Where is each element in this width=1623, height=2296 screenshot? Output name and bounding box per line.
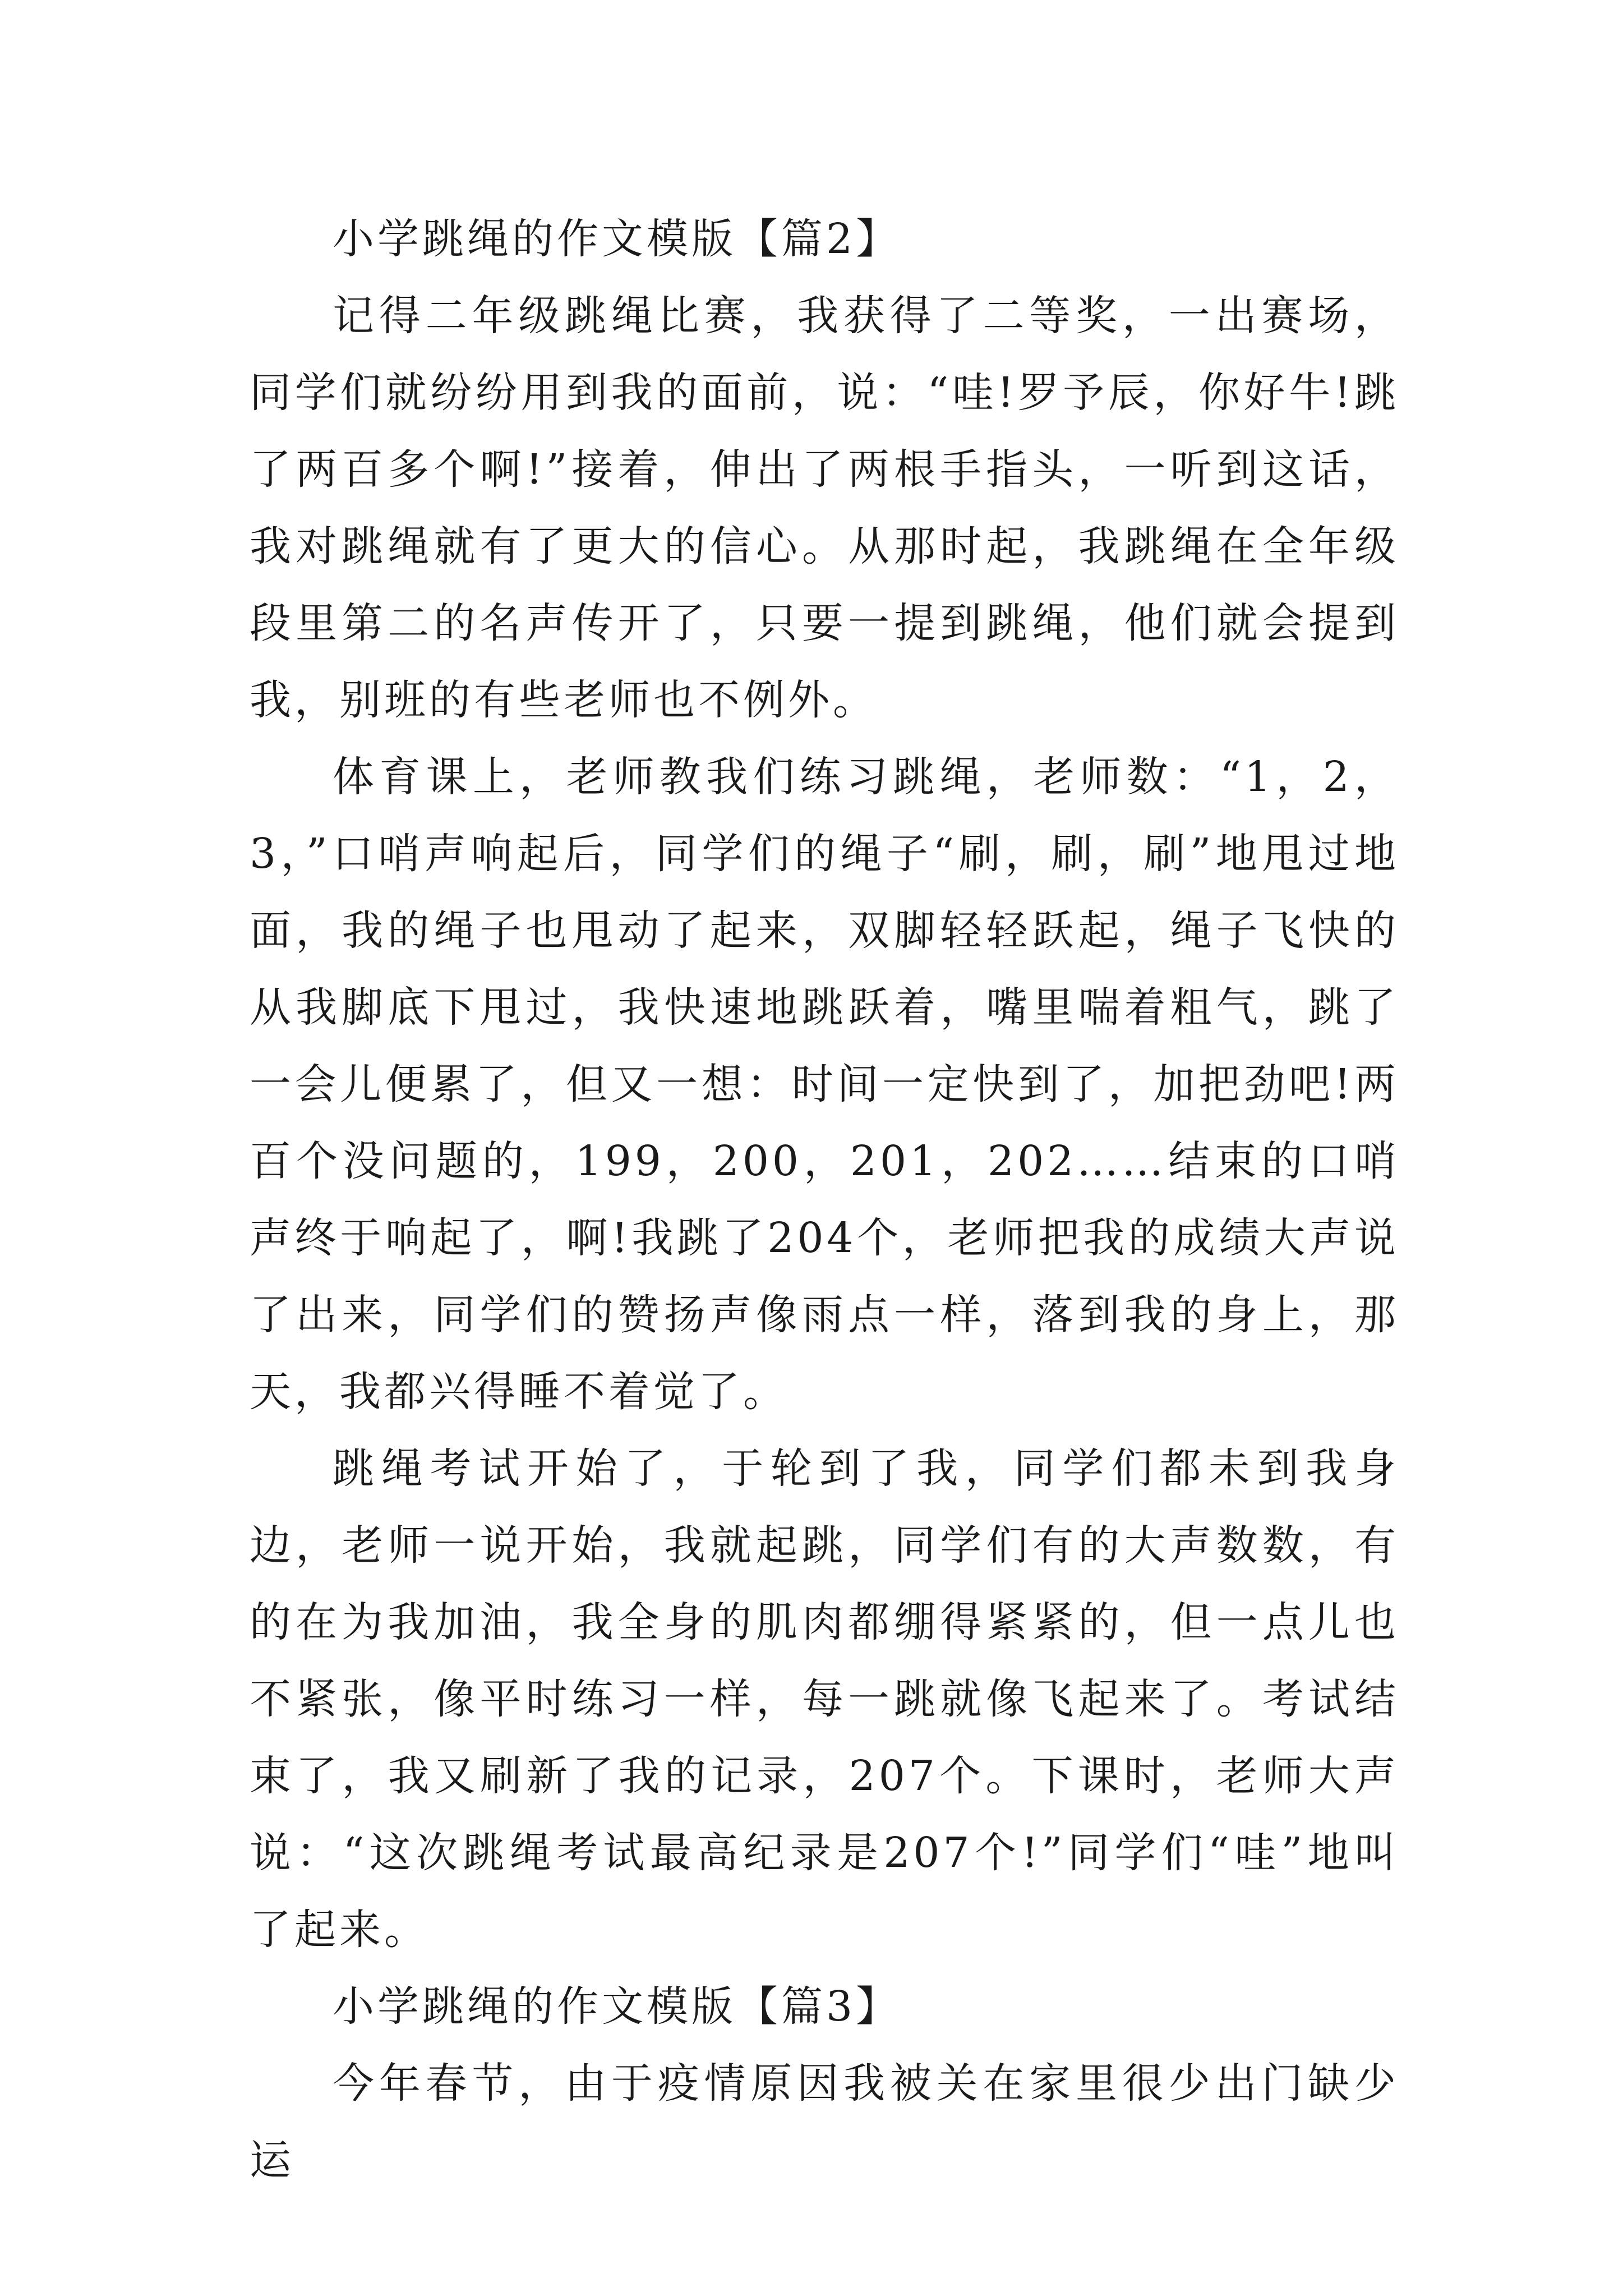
section-heading: 小学跳绳的作文模版【篇2】 — [333, 215, 901, 263]
body-paragraph: 体育课上，老师教我们练习跳绳，老师数：“1，2，3，”口哨声响起后，同学们的绳子“刷，刷，刷”地甩过地面，我的绳子也甩动了起来，双脚轻轻跃起，绳子飞快的从我脚底下甩过，我快速地跳跃着，嘴里喘着粗气，跳了一会儿便累了，但又一想：时间一定快到了，加把劲吧!两百个没问题的，199，200，201，202……结束的口哨声终于响起了，啊!我跳了204个，老师把我的成绩大声说了出来，同学们的赞扬声像雨点一样，落到我的身上，那天，我都兴得睡不着觉了。 — [250, 753, 1399, 1416]
section-heading: 小学跳绳的作文模版【篇3】 — [333, 1982, 901, 2031]
body-paragraph: 记得二年级跳绳比赛，我获得了二等奖，一出赛场，同学们就纷纷用到我的面前，说：“哇!罗予辰，你好牛!跳了两百多个啊!”接着，伸出了两根手指头，一听到这话，我对跳绳就有了更大的信心。从那时起，我跳绳在全年级段里第二的名声传开了，只要一提到跳绳，他们就会提到我，别班的有些老师也不例外。 — [250, 292, 1399, 724]
article-body — [250, 201, 1399, 2199]
body-paragraph: 今年春节，由于疫情原因我被关在家里很少出门缺少运 — [250, 2059, 1399, 2184]
body-paragraph: 跳绳考试开始了，于轮到了我，同学们都未到我身边，老师一说开始，我就起跳，同学们有的大声数数，有的在为我加油，我全身的肌肉都绷得紧紧的，但一点儿也不紧张，像平时练习一样，每一跳就像飞起来了。考试结束了，我又刷新了我的记录，207个。下课时，老师大声说：“这次跳绳考试最高纪录是207个!”同学们“哇”地叫了起来。 — [250, 1444, 1399, 1954]
